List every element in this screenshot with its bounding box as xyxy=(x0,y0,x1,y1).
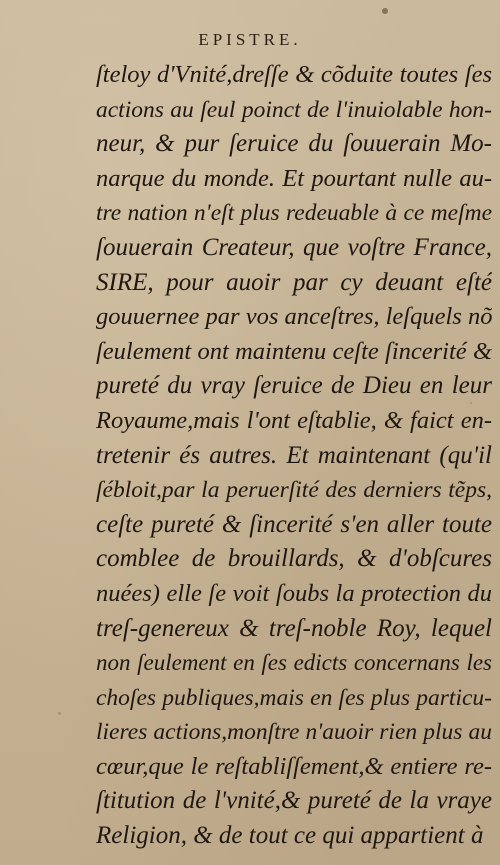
text-line: Royaume,mais l'ont eſtablie, & faict en- xyxy=(96,406,492,434)
text-line: gouuernee par vos anceſtres, leſquels nõ xyxy=(96,303,492,331)
text-line: ſtitution de l'vnité,& pureté de la vraye xyxy=(96,787,492,815)
text-line: ceſte pureté & ſincerité s'en aller toute xyxy=(96,510,492,538)
text-line: SIRE, pour auoir par cy deuant eſté xyxy=(96,268,492,296)
text-line: ſteloy d'Vnité,dreſſe & cõduite toutes ſes xyxy=(96,61,492,88)
text-line: neur, & pur ſeruice du ſouuerain Mo- xyxy=(96,130,492,158)
text-line: ſouuerain Createur, que voſtre France, xyxy=(96,233,492,261)
text-line: non ſeulement en ſes edicts concernans les xyxy=(96,650,492,676)
text-line: tre nation n'eſt plus redeuable à ce meſme xyxy=(96,200,492,227)
text-line: tretenir és autres. Et maintenant (qu'il xyxy=(96,441,492,469)
body-text xyxy=(96,58,492,854)
text-line: ſébloit,par la peruerſité des derniers tẽps, xyxy=(96,477,492,504)
text-line: pureté du vray ſeruice de Dieu en leur xyxy=(96,372,492,400)
text-line: Religion, & de tout ce qui appartient à xyxy=(96,822,484,850)
text-line: narque du monde. Et pourtant nulle au- xyxy=(96,164,492,192)
text-line: treſ-genereux & treſ-noble Roy, lequel xyxy=(96,614,492,642)
text-line: actions au ſeul poinct de l'inuiolable hon- xyxy=(96,96,492,123)
text-line: cœur,que le reſtabliſſement,& entiere re- xyxy=(96,752,492,780)
text-line: comblee de brouillards, & d'obſcures xyxy=(96,545,492,573)
running-head: EPISTRE. xyxy=(198,30,302,49)
text-line: nuées) elle ſe voit ſoubs la protection du xyxy=(96,579,492,607)
foxing-spot xyxy=(58,712,61,715)
text-line: choſes publiques,mais en ſes plus particu- xyxy=(96,684,492,711)
text-line: ſeulement ont maintenu ceſte ſincerité & xyxy=(96,337,492,365)
ink-spot xyxy=(382,8,388,14)
text-line: lieres actions,monſtre n'auoir rien plus au xyxy=(96,719,492,746)
